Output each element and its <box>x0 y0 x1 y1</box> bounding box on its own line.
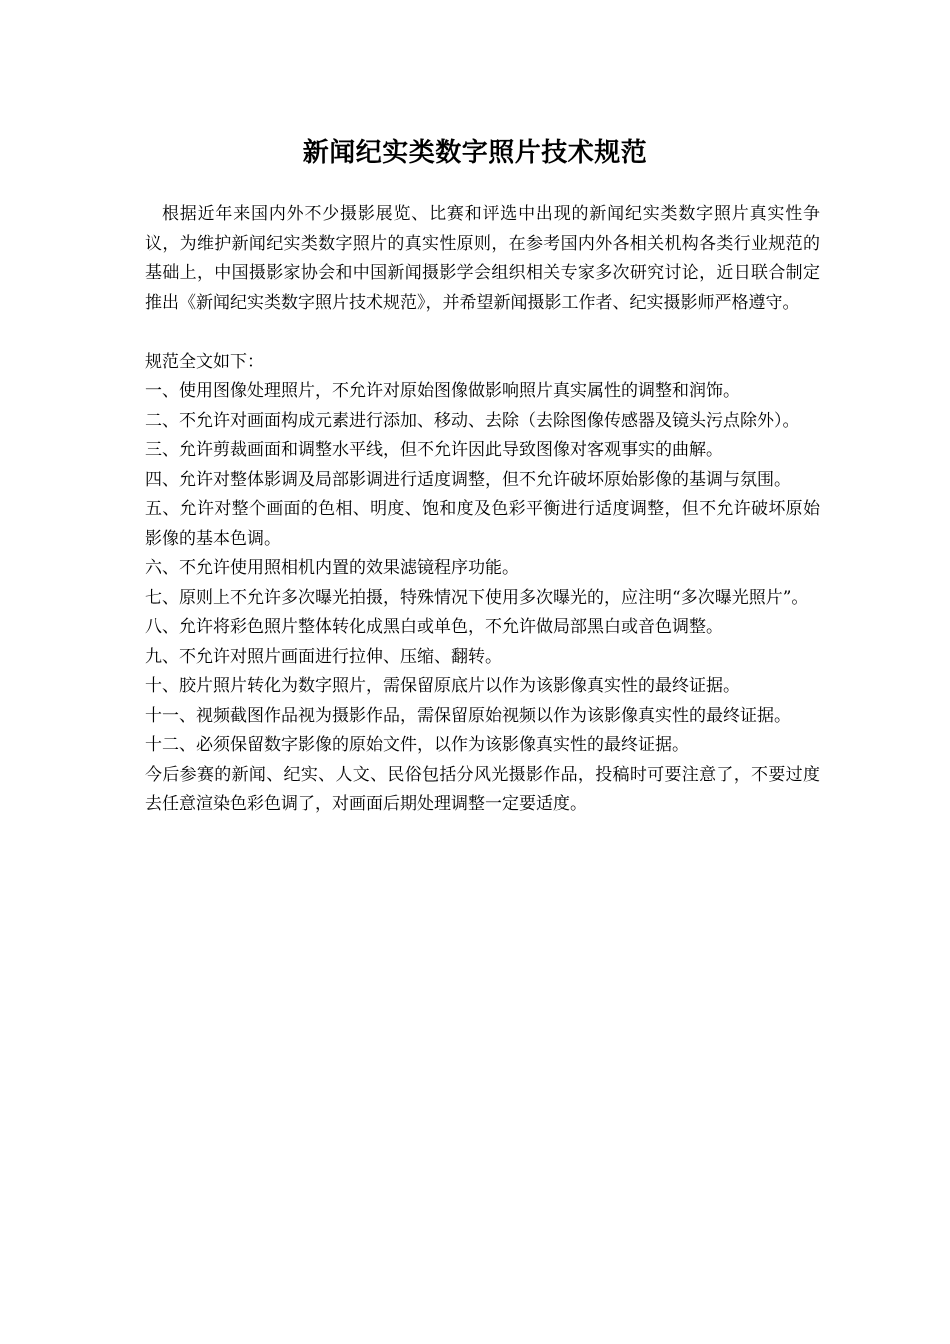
rule-item-6: 六、不允许使用照相机内置的效果滤镜程序功能。 <box>145 558 519 578</box>
rule-item-4: 四、允许对整体影调及局部影调进行适度调整，但不允许破坏原始影像的基调与氛围。 <box>145 469 791 490</box>
rules-heading: 规范全文如下： <box>145 351 264 372</box>
rule-item-5: 五、允许对整个画面的色相、明度、饱和度及色彩平衡进行适度调整，但不允许破坏原始影像的基本色调。 <box>145 499 820 549</box>
document-body <box>145 200 820 820</box>
paragraph-spacer <box>145 318 820 348</box>
rule-item-2: 二、不允许对画面构成元素进行添加、移动、去除（去除图像传感器及镜头污点除外）。 <box>145 410 800 431</box>
rule-item-11: 十一、视频截图作品视为摄影作品，需保留原始视频以作为该影像真实性的最终证据。 <box>145 705 791 726</box>
rule-item-10: 十、胶片照片转化为数字照片，需保留原底片以作为该影像真实性的最终证据。 <box>145 676 740 696</box>
rule-item-9: 九、不允许对照片画面进行拉伸、压缩、翻转。 <box>145 646 502 667</box>
rule-item-8: 八、允许将彩色照片整体转化成黑白或单色，不允许做局部黑白或音色调整。 <box>145 617 723 637</box>
document-title: 新闻纪实类数字照片技术规范 <box>302 138 648 168</box>
rule-item-7: 七、原则上不允许多次曝光拍摄，特殊情况下使用多次曝光的，应注明“多次曝光照片”。 <box>145 587 809 608</box>
rule-item-12: 十二、必须保留数字影像的原始文件，以作为该影像真实性的最终证据。 <box>145 735 689 755</box>
rule-item-3: 三、允许剪裁画面和调整水平线，但不允许因此导致图像对客观事实的曲解。 <box>145 440 723 460</box>
intro-paragraph: 根据近年来国内外不少摄影展览、比赛和评选中出现的新闻纪实类数字照片真实性争议，为维护新闻纪实类数字照片的真实性原则，在参考国内外各相关机构各类行业规范的基础上，中国摄影家协会和中国新闻摄影学会组织相关专家多次研究讨论，近日联合制定推出《新闻纪实类数字照片技术规范》，并希望新闻摄影工作者、纪实摄影师严格遵守。 <box>145 204 820 313</box>
closing-paragraph: 今后参赛的新闻、纪实、人文、民俗包括分风光摄影作品，投稿时可要注意了，不要过度去任意渲染色彩色调了，对画面后期处理调整一定要适度。 <box>145 764 820 814</box>
rule-item-1: 一、使用图像处理照片，不允许对原始图像做影响照片真实属性的调整和润饰。 <box>145 381 740 401</box>
